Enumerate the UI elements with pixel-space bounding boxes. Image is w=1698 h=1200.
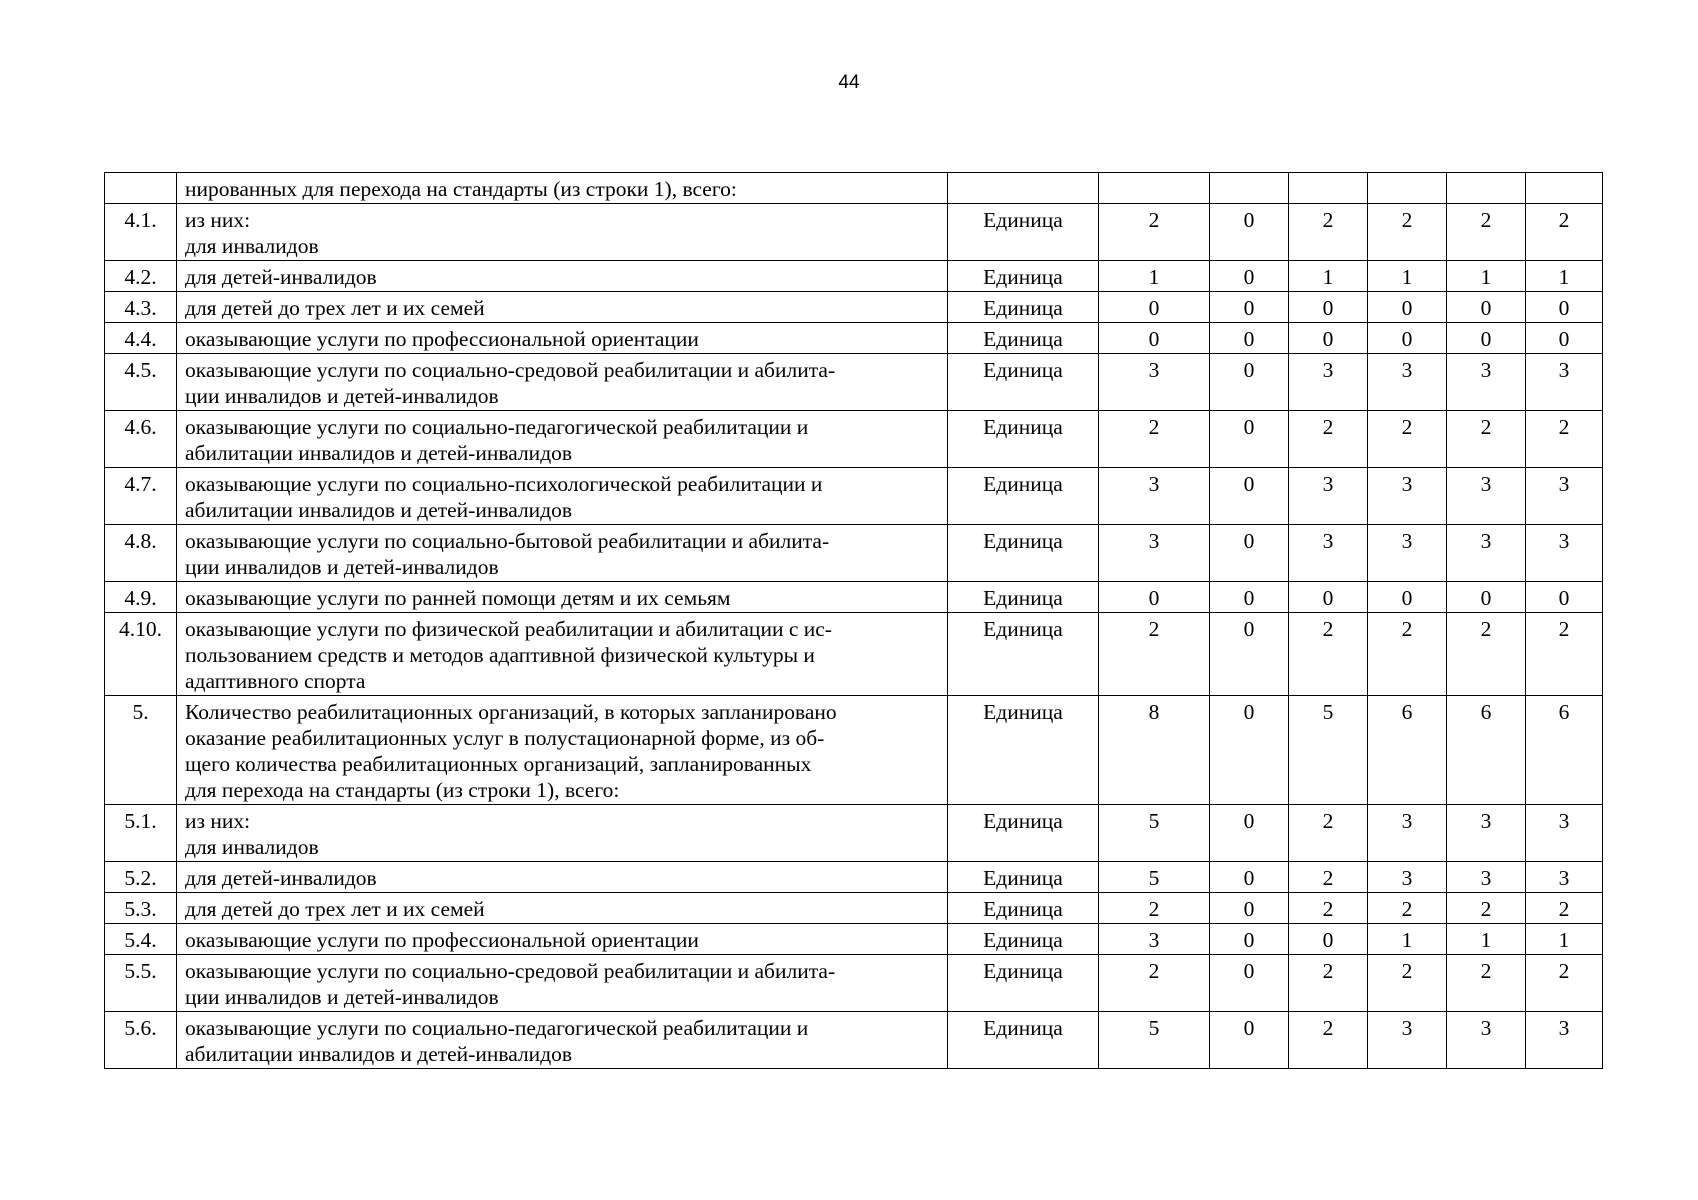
value-cell: 1 bbox=[1526, 261, 1603, 292]
value-cell: 3 bbox=[1368, 805, 1447, 862]
value-cell: 3 bbox=[1099, 924, 1210, 955]
unit-cell: Единица bbox=[948, 323, 1099, 354]
table-row bbox=[105, 323, 1603, 354]
row-number: 5.1. bbox=[105, 805, 177, 862]
value-cell: 0 bbox=[1289, 323, 1368, 354]
indicator-table bbox=[104, 172, 1603, 1069]
value-cell: 6 bbox=[1368, 696, 1447, 805]
indicator-name-line: ции инвалидов и детей-инвалидов bbox=[185, 985, 499, 1009]
value-cell: 0 bbox=[1210, 204, 1289, 261]
unit-cell: Единица bbox=[948, 1012, 1099, 1069]
value-cell: 2 bbox=[1447, 204, 1526, 261]
row-number: 4.6. bbox=[105, 411, 177, 468]
value-cell: 1 bbox=[1368, 261, 1447, 292]
unit-cell bbox=[948, 173, 1099, 204]
value-cell bbox=[1210, 173, 1289, 204]
unit-cell: Единица bbox=[948, 354, 1099, 411]
indicator-name-line: оказание реабилитационных услуг в полустационарной форме, из об- bbox=[185, 726, 825, 750]
unit-cell: Единица bbox=[948, 862, 1099, 893]
table-row bbox=[105, 525, 1603, 582]
value-cell: 3 bbox=[1526, 354, 1603, 411]
table-row bbox=[105, 862, 1603, 893]
unit-cell: Единица bbox=[948, 924, 1099, 955]
table-row bbox=[105, 893, 1603, 924]
value-cell bbox=[1447, 173, 1526, 204]
value-cell: 0 bbox=[1099, 292, 1210, 323]
value-cell: 2 bbox=[1526, 411, 1603, 468]
indicator-name-line: для детей-инвалидов bbox=[185, 866, 377, 890]
value-cell: 0 bbox=[1368, 582, 1447, 613]
unit-cell: Единица bbox=[948, 525, 1099, 582]
value-cell: 2 bbox=[1526, 613, 1603, 696]
value-cell: 1 bbox=[1526, 924, 1603, 955]
unit-cell: Единица bbox=[948, 261, 1099, 292]
value-cell: 2 bbox=[1368, 204, 1447, 261]
value-cell: 3 bbox=[1289, 525, 1368, 582]
row-number: 4.10. bbox=[105, 613, 177, 696]
value-cell: 0 bbox=[1099, 323, 1210, 354]
value-cell: 0 bbox=[1210, 805, 1289, 862]
indicator-name-line: оказывающие услуги по социально-педагогической реабилитации и bbox=[185, 415, 809, 439]
value-cell: 3 bbox=[1526, 862, 1603, 893]
indicator-name-line: оказывающие услуги по социально-средовой реабилитации и абилита- bbox=[185, 358, 836, 382]
indicator-name-line: нированных для перехода на стандарты (из строки 1), всего: bbox=[185, 177, 737, 201]
value-cell: 0 bbox=[1210, 613, 1289, 696]
value-cell: 2 bbox=[1447, 411, 1526, 468]
value-cell: 0 bbox=[1210, 468, 1289, 525]
unit-cell: Единица bbox=[948, 613, 1099, 696]
unit-cell: Единица bbox=[948, 696, 1099, 805]
indicator-name-line: из них: bbox=[185, 809, 251, 833]
indicator-name bbox=[177, 468, 948, 525]
indicator-name bbox=[177, 862, 948, 893]
indicator-name bbox=[177, 696, 948, 805]
indicator-name bbox=[177, 893, 948, 924]
unit-cell: Единица bbox=[948, 805, 1099, 862]
table-row bbox=[105, 292, 1603, 323]
unit-cell: Единица bbox=[948, 468, 1099, 525]
value-cell: 0 bbox=[1447, 292, 1526, 323]
table-row bbox=[105, 1012, 1603, 1069]
indicator-name-line: ции инвалидов и детей-инвалидов bbox=[185, 384, 499, 408]
row-number: 5.4. bbox=[105, 924, 177, 955]
table-row bbox=[105, 468, 1603, 525]
value-cell: 3 bbox=[1526, 805, 1603, 862]
value-cell: 3 bbox=[1368, 1012, 1447, 1069]
value-cell: 6 bbox=[1526, 696, 1603, 805]
table-row bbox=[105, 204, 1603, 261]
value-cell: 2 bbox=[1447, 613, 1526, 696]
indicator-name-line: пользованием средств и методов адаптивной физической культуры и bbox=[185, 643, 815, 667]
value-cell: 2 bbox=[1099, 204, 1210, 261]
unit-cell: Единица bbox=[948, 582, 1099, 613]
value-cell: 0 bbox=[1210, 924, 1289, 955]
indicator-name bbox=[177, 1012, 948, 1069]
row-number: 4.8. bbox=[105, 525, 177, 582]
table-row bbox=[105, 173, 1603, 204]
indicator-name-line: из них: bbox=[185, 208, 251, 232]
value-cell: 2 bbox=[1289, 893, 1368, 924]
value-cell: 0 bbox=[1368, 323, 1447, 354]
value-cell: 2 bbox=[1368, 893, 1447, 924]
value-cell: 2 bbox=[1289, 1012, 1368, 1069]
value-cell: 2 bbox=[1289, 805, 1368, 862]
value-cell: 0 bbox=[1447, 582, 1526, 613]
indicator-name bbox=[177, 613, 948, 696]
table-row bbox=[105, 261, 1603, 292]
row-number: 4.3. bbox=[105, 292, 177, 323]
value-cell: 3 bbox=[1447, 525, 1526, 582]
unit-cell: Единица bbox=[948, 893, 1099, 924]
value-cell: 0 bbox=[1289, 292, 1368, 323]
value-cell: 2 bbox=[1289, 204, 1368, 261]
unit-cell: Единица bbox=[948, 411, 1099, 468]
value-cell: 0 bbox=[1210, 525, 1289, 582]
indicator-name bbox=[177, 204, 948, 261]
value-cell: 1 bbox=[1368, 924, 1447, 955]
value-cell: 3 bbox=[1368, 862, 1447, 893]
row-number: 4.9. bbox=[105, 582, 177, 613]
value-cell: 3 bbox=[1447, 1012, 1526, 1069]
row-number: 4.1. bbox=[105, 204, 177, 261]
row-number: 5.6. bbox=[105, 1012, 177, 1069]
row-number: 5.3. bbox=[105, 893, 177, 924]
value-cell: 0 bbox=[1210, 354, 1289, 411]
value-cell: 0 bbox=[1210, 696, 1289, 805]
value-cell: 0 bbox=[1210, 582, 1289, 613]
indicator-name bbox=[177, 525, 948, 582]
row-number bbox=[105, 173, 177, 204]
value-cell bbox=[1526, 173, 1603, 204]
value-cell: 3 bbox=[1526, 1012, 1603, 1069]
indicator-name-line: для детей до трех лет и их семей bbox=[185, 296, 485, 320]
table-row bbox=[105, 582, 1603, 613]
value-cell: 3 bbox=[1447, 468, 1526, 525]
row-number: 5.2. bbox=[105, 862, 177, 893]
value-cell: 3 bbox=[1526, 525, 1603, 582]
page-number: 44 bbox=[838, 72, 860, 93]
indicator-name bbox=[177, 955, 948, 1012]
table-row bbox=[105, 955, 1603, 1012]
value-cell: 1 bbox=[1447, 261, 1526, 292]
value-cell: 3 bbox=[1526, 468, 1603, 525]
value-cell: 0 bbox=[1447, 323, 1526, 354]
table-row bbox=[105, 805, 1603, 862]
value-cell: 3 bbox=[1099, 468, 1210, 525]
value-cell: 2 bbox=[1099, 955, 1210, 1012]
value-cell: 0 bbox=[1099, 582, 1210, 613]
indicator-name bbox=[177, 261, 948, 292]
row-number: 4.2. bbox=[105, 261, 177, 292]
unit-cell: Единица bbox=[948, 292, 1099, 323]
row-number: 4.4. bbox=[105, 323, 177, 354]
indicator-name-line: для детей до трех лет и их семей bbox=[185, 897, 485, 921]
value-cell: 0 bbox=[1210, 261, 1289, 292]
indicator-name bbox=[177, 411, 948, 468]
row-number: 5. bbox=[105, 696, 177, 805]
indicator-name bbox=[177, 582, 948, 613]
indicator-name-line: оказывающие услуги по профессиональной ориентации bbox=[185, 928, 699, 952]
indicator-name bbox=[177, 323, 948, 354]
value-cell: 5 bbox=[1099, 805, 1210, 862]
value-cell: 3 bbox=[1447, 862, 1526, 893]
value-cell: 6 bbox=[1447, 696, 1526, 805]
indicator-name bbox=[177, 924, 948, 955]
indicator-name-line: оказывающие услуги по социально-педагогической реабилитации и bbox=[185, 1016, 809, 1040]
indicator-name bbox=[177, 173, 948, 204]
value-cell: 2 bbox=[1447, 893, 1526, 924]
value-cell: 0 bbox=[1210, 292, 1289, 323]
value-cell bbox=[1289, 173, 1368, 204]
row-number: 5.5. bbox=[105, 955, 177, 1012]
value-cell: 0 bbox=[1210, 323, 1289, 354]
indicator-name-line: оказывающие услуги по ранней помощи детям и их семьям bbox=[185, 586, 731, 610]
indicator-name-line: для инвалидов bbox=[185, 835, 319, 859]
value-cell: 2 bbox=[1368, 613, 1447, 696]
value-cell: 3 bbox=[1099, 525, 1210, 582]
value-cell: 2 bbox=[1526, 204, 1603, 261]
indicator-name-line: оказывающие услуги по социально-бытовой реабилитации и абилита- bbox=[185, 529, 830, 553]
value-cell: 5 bbox=[1099, 862, 1210, 893]
value-cell: 2 bbox=[1289, 955, 1368, 1012]
table-row bbox=[105, 696, 1603, 805]
value-cell: 0 bbox=[1210, 955, 1289, 1012]
value-cell: 0 bbox=[1210, 1012, 1289, 1069]
value-cell: 1 bbox=[1289, 261, 1368, 292]
indicator-name-line: оказывающие услуги по физической реабилитации и абилитации с ис- bbox=[185, 617, 832, 641]
value-cell: 3 bbox=[1368, 468, 1447, 525]
value-cell: 2 bbox=[1368, 411, 1447, 468]
value-cell: 2 bbox=[1526, 955, 1603, 1012]
indicator-name-line: для перехода на стандарты (из строки 1), всего: bbox=[185, 778, 620, 802]
value-cell: 1 bbox=[1447, 924, 1526, 955]
value-cell: 2 bbox=[1289, 613, 1368, 696]
table-row bbox=[105, 411, 1603, 468]
value-cell: 3 bbox=[1447, 805, 1526, 862]
value-cell: 0 bbox=[1526, 582, 1603, 613]
value-cell bbox=[1099, 173, 1210, 204]
value-cell: 3 bbox=[1447, 354, 1526, 411]
indicator-name bbox=[177, 354, 948, 411]
row-number: 4.5. bbox=[105, 354, 177, 411]
table-row bbox=[105, 354, 1603, 411]
value-cell: 2 bbox=[1289, 862, 1368, 893]
indicator-name bbox=[177, 805, 948, 862]
indicator-name-line: абилитации инвалидов и детей-инвалидов bbox=[185, 441, 573, 465]
indicator-name-line: абилитации инвалидов и детей-инвалидов bbox=[185, 1042, 573, 1066]
value-cell: 2 bbox=[1368, 955, 1447, 1012]
value-cell: 2 bbox=[1289, 411, 1368, 468]
indicator-name-line: для инвалидов bbox=[185, 234, 319, 258]
value-cell: 0 bbox=[1210, 893, 1289, 924]
table-body bbox=[105, 173, 1603, 1069]
value-cell: 0 bbox=[1368, 292, 1447, 323]
value-cell: 2 bbox=[1447, 955, 1526, 1012]
value-cell: 8 bbox=[1099, 696, 1210, 805]
value-cell: 3 bbox=[1289, 354, 1368, 411]
unit-cell: Единица bbox=[948, 955, 1099, 1012]
value-cell: 2 bbox=[1099, 613, 1210, 696]
value-cell: 2 bbox=[1099, 893, 1210, 924]
value-cell: 2 bbox=[1099, 411, 1210, 468]
table-row bbox=[105, 924, 1603, 955]
value-cell: 0 bbox=[1526, 323, 1603, 354]
value-cell: 0 bbox=[1289, 924, 1368, 955]
row-number: 4.7. bbox=[105, 468, 177, 525]
indicator-name-line: адаптивного спорта bbox=[185, 669, 366, 693]
value-cell: 3 bbox=[1368, 525, 1447, 582]
value-cell: 5 bbox=[1099, 1012, 1210, 1069]
indicator-name-line: оказывающие услуги по социально-психологической реабилитации и bbox=[185, 472, 823, 496]
indicator-name-line: для детей-инвалидов bbox=[185, 265, 377, 289]
value-cell: 0 bbox=[1526, 292, 1603, 323]
indicator-name-line: оказывающие услуги по профессиональной ориентации bbox=[185, 327, 699, 351]
indicator-name-line: оказывающие услуги по социально-средовой реабилитации и абилита- bbox=[185, 959, 836, 983]
unit-cell: Единица bbox=[948, 204, 1099, 261]
indicator-name-line: абилитации инвалидов и детей-инвалидов bbox=[185, 498, 573, 522]
value-cell: 3 bbox=[1099, 354, 1210, 411]
value-cell: 0 bbox=[1289, 582, 1368, 613]
value-cell: 3 bbox=[1368, 354, 1447, 411]
value-cell: 0 bbox=[1210, 862, 1289, 893]
indicator-name bbox=[177, 292, 948, 323]
indicator-name-line: ции инвалидов и детей-инвалидов bbox=[185, 555, 499, 579]
indicator-name-line: щего количества реабилитационных организаций, запланированных bbox=[185, 752, 812, 776]
table-row bbox=[105, 613, 1603, 696]
indicator-name-line: Количество реабилитационных организаций, в которых запланировано bbox=[185, 700, 837, 724]
value-cell bbox=[1368, 173, 1447, 204]
value-cell: 1 bbox=[1099, 261, 1210, 292]
value-cell: 3 bbox=[1289, 468, 1368, 525]
value-cell: 5 bbox=[1289, 696, 1368, 805]
value-cell: 2 bbox=[1526, 893, 1603, 924]
value-cell: 0 bbox=[1210, 411, 1289, 468]
